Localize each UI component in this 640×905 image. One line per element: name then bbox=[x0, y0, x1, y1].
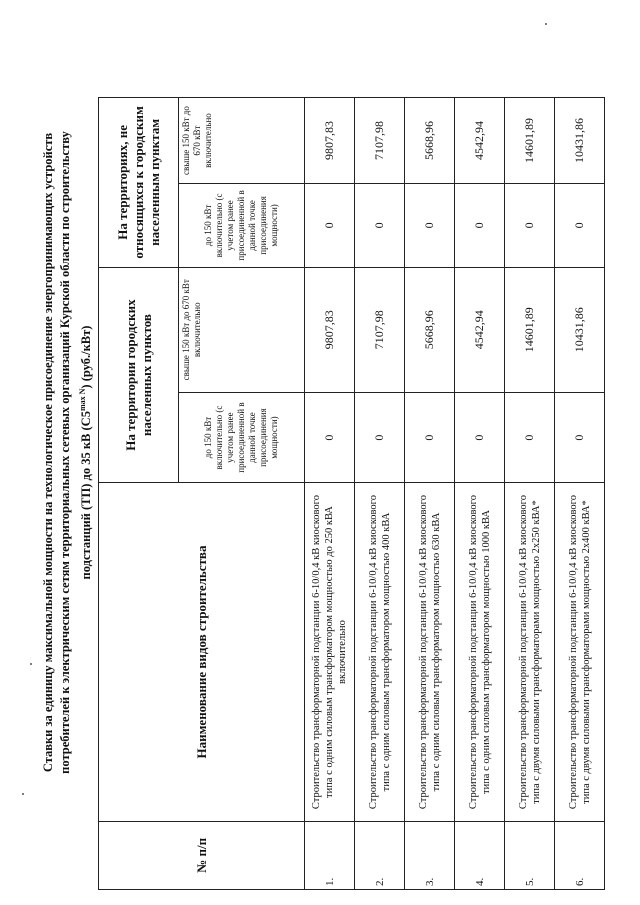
table-row bbox=[455, 98, 505, 890]
scan-speck bbox=[30, 663, 32, 665]
title-line-3: подстанций (ТП) до 35 кВ $(С5^{max N})$ (руб./кВт) bbox=[78, 325, 94, 580]
header-name: Наименование видов строительства bbox=[99, 483, 305, 821]
urban-high-value: 5668,96 bbox=[405, 267, 455, 392]
urban-high-value: 9807,83 bbox=[305, 267, 355, 392]
urban-high-value: 7107,98 bbox=[355, 267, 405, 392]
header-rural: На территориях, не относящихся к городским населенным пунктам bbox=[99, 98, 179, 268]
row-name: Строительство трансформаторной подстанции 6-10/0,4 кВ киоскового типа с одним силовым трансформатором мощностью 630 кВА bbox=[405, 483, 455, 821]
row-name: Строительство трансформаторной подстанции 6-10/0,4 кВ киоскового типа с одним силовым трансформатором мощностью 400 кВА bbox=[355, 483, 405, 821]
row-name: Строительство трансформаторной подстанции 6-10/0,4 кВ киоскового типа с одним силовым трансформатором мощностью до 250 кВА включительно bbox=[305, 483, 355, 821]
rural-high-value: 4542,94 bbox=[455, 98, 505, 184]
table-row bbox=[305, 98, 355, 890]
rates-table bbox=[98, 97, 605, 890]
urban-low-value: 0 bbox=[355, 392, 405, 483]
row-name: Строительство трансформаторной подстанции 6-10/0,4 кВ киоскового типа с двумя силовыми трансформаторами мощностью 2х400 кВА* bbox=[555, 483, 605, 821]
row-number: 5. bbox=[505, 821, 555, 889]
table-row bbox=[555, 98, 605, 890]
table-row bbox=[405, 98, 455, 890]
header-num: № п/п bbox=[99, 821, 305, 889]
urban-high-value: 10431,86 bbox=[555, 267, 605, 392]
title-line-2: потребителей к электрическим сетям территориальных сетевых организаций Курской области по строительству bbox=[58, 131, 72, 774]
rural-low-value: 0 bbox=[355, 184, 405, 268]
row-number: 6. bbox=[555, 821, 605, 889]
urban-low-value: 0 bbox=[455, 392, 505, 483]
table-row bbox=[505, 98, 555, 890]
row-number: 3. bbox=[405, 821, 455, 889]
document-title bbox=[40, 40, 95, 865]
row-name: Строительство трансформаторной подстанции 6-10/0,4 кВ киоскового типа с двумя силовыми трансформаторами мощностью 2х250 кВА* bbox=[505, 483, 555, 821]
header-rural-high: свыше 150 кВт до 670 кВт включительно bbox=[179, 98, 305, 184]
rural-high-value: 10431,86 bbox=[555, 98, 605, 184]
rural-low-value: 0 bbox=[455, 184, 505, 268]
rural-low-value: 0 bbox=[505, 184, 555, 268]
rural-high-value: 5668,96 bbox=[405, 98, 455, 184]
urban-low-value: 0 bbox=[305, 392, 355, 483]
header-urban-high: свыше 150 кВт до 670 кВт включительно bbox=[179, 267, 305, 392]
urban-high-value: 14601,89 bbox=[505, 267, 555, 392]
row-number: 2. bbox=[355, 821, 405, 889]
header-rural-low: до 150 кВт включительно (с учетом ранее присоединенной в данной точке присоединения мощности) bbox=[179, 184, 305, 268]
urban-high-value: 4542,94 bbox=[455, 267, 505, 392]
rural-low-value: 0 bbox=[305, 184, 355, 268]
header-urban-low: до 150 кВт включительно (с учетом ранее присоединенной в данной точке присоединения мощности) bbox=[179, 392, 305, 483]
rural-high-value: 9807,83 bbox=[305, 98, 355, 184]
table-row bbox=[355, 98, 405, 890]
scan-speck bbox=[22, 793, 24, 795]
row-number: 4. bbox=[455, 821, 505, 889]
row-number: 1. bbox=[305, 821, 355, 889]
urban-low-value: 0 bbox=[505, 392, 555, 483]
rural-high-value: 14601,89 bbox=[505, 98, 555, 184]
urban-low-value: 0 bbox=[405, 392, 455, 483]
title-line-1: Ставки за единицу максимальной мощности на технологическое присоединение энергопринимающих устройств bbox=[41, 132, 55, 773]
urban-low-value: 0 bbox=[555, 392, 605, 483]
rural-low-value: 0 bbox=[555, 184, 605, 268]
row-name: Строительство трансформаторной подстанции 6-10/0,4 кВ киоскового типа с одним силовым трансформатором мощностью 1000 кВА bbox=[455, 483, 505, 821]
header-urban: На территории городских населенных пунктов bbox=[99, 267, 179, 483]
rural-low-value: 0 bbox=[405, 184, 455, 268]
rural-high-value: 7107,98 bbox=[355, 98, 405, 184]
scan-speck bbox=[545, 23, 547, 25]
